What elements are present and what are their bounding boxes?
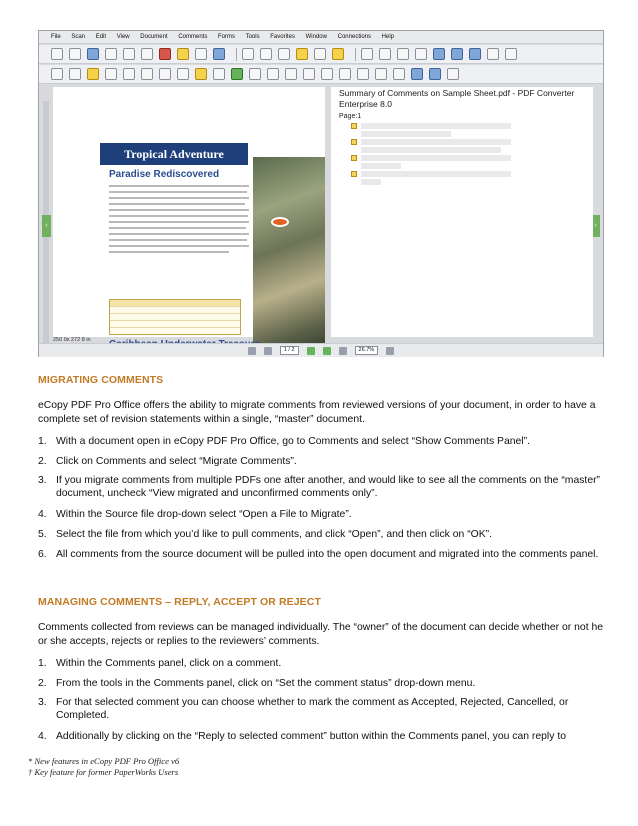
toolbar-icon[interactable]	[361, 48, 373, 60]
toolbar-icon[interactable]	[339, 68, 351, 80]
list-text: Within the Comments panel, click on a comment.	[56, 658, 282, 669]
zoom-out-icon[interactable]	[339, 347, 347, 355]
list-item	[38, 455, 604, 468]
toolbar-icon[interactable]	[213, 68, 225, 80]
rate-table	[109, 299, 241, 335]
status-bar: 250 0x 272 8 in	[53, 337, 91, 343]
list-item	[38, 730, 604, 743]
text-line	[109, 185, 249, 187]
toolbar-icon[interactable]	[433, 48, 445, 60]
comment-icon[interactable]	[351, 171, 357, 177]
migrating-intro: eCopy PDF Pro Office offers the ability to migrate comments from reviewed versions of your document, in order to have a complete set of revision statements within a single, “master” document.	[38, 400, 596, 425]
list-number: 2.	[38, 678, 47, 689]
list-text: If you migrate comments from multiple PDFs one after another, and would like to see all the comments on the “master” document, uncheck “View migrated and unconfirmed comments only”.	[56, 475, 601, 499]
list-text: Within the Source file drop-down select “Open a File to Migrate”.	[56, 509, 352, 520]
managing-intro: Comments collected from reviews can be managed individually. The “owner” of the document can decide whether or not he or she accepts, rejects or replies to the reviewers’ comments.	[38, 622, 604, 647]
comment-icon[interactable]	[351, 123, 357, 129]
text-line	[109, 245, 249, 247]
list-item	[38, 657, 604, 670]
table-row	[110, 307, 240, 314]
table-row	[110, 300, 240, 307]
toolbar-icon[interactable]	[278, 48, 290, 60]
toolbar-separator	[355, 48, 356, 61]
toolbar-icon[interactable]	[451, 48, 463, 60]
comment-summary-page	[331, 87, 593, 337]
list-number: 6.	[38, 549, 47, 560]
menu-forms[interactable]: Forms	[218, 34, 236, 40]
toolbar-icon[interactable]	[105, 68, 117, 80]
toolbar-icon[interactable]	[177, 48, 189, 60]
text-line	[109, 215, 248, 217]
application-screenshot	[38, 30, 604, 357]
list-item	[38, 696, 604, 722]
comment-entry[interactable]	[361, 123, 511, 129]
footnote: * New features in eCopy PDF Pro Office v6	[28, 756, 180, 766]
toolbar-icon[interactable]	[375, 68, 387, 80]
comment-entry[interactable]	[361, 179, 381, 185]
navigation-bar	[39, 343, 603, 357]
last-page-icon[interactable]	[323, 347, 331, 355]
print-icon[interactable]	[123, 48, 135, 60]
comments-toolbar	[39, 65, 603, 84]
menu-scan[interactable]: Scan	[71, 34, 86, 40]
text-line	[109, 233, 249, 235]
toolbar-icon[interactable]	[69, 48, 81, 60]
table-row	[110, 314, 240, 321]
toolbar-separator	[236, 48, 237, 61]
list-number: 1.	[38, 436, 47, 447]
menu-help[interactable]: Help	[381, 34, 395, 40]
comment-entry[interactable]	[361, 163, 401, 169]
list-item	[38, 508, 604, 521]
list-number: 1.	[38, 658, 47, 669]
table-row	[110, 321, 240, 328]
toolbar-icon[interactable]	[260, 48, 272, 60]
menu-edit[interactable]: Edit	[95, 34, 107, 40]
list-item	[38, 528, 604, 541]
menu-document[interactable]: Document	[140, 34, 168, 40]
toolbar-icon[interactable]	[296, 48, 308, 60]
list-number: 4.	[38, 731, 47, 742]
comment-entry[interactable]	[361, 139, 511, 145]
menu-comments[interactable]: Comments	[178, 34, 208, 40]
toolbar-icon[interactable]	[393, 68, 405, 80]
menu-connections[interactable]: Connections	[337, 34, 371, 40]
text-line	[109, 239, 247, 241]
toolbar-icon[interactable]	[51, 48, 63, 60]
toolbar-icon[interactable]	[195, 48, 207, 60]
text-line	[109, 227, 246, 229]
managing-comments-heading: MANAGING COMMENTS – REPLY, ACCEPT OR REJECT	[38, 596, 321, 608]
list-number: 5.	[38, 529, 47, 540]
toolbar-icon[interactable]	[411, 68, 423, 80]
toolbar-icon[interactable]	[105, 48, 117, 60]
page-number-field[interactable]: 1 / 2	[280, 346, 299, 355]
list-text: Select the file from which you’d like to pull comments, and click “Open”, and then click on “OK”.	[56, 529, 493, 540]
summary-title: Summary of Comments on Sample Sheet.pdf - PDF Converter Enterprise 8.0	[339, 88, 575, 109]
menu-view[interactable]: View	[116, 34, 130, 40]
menu-file[interactable]: File	[51, 34, 61, 40]
toolbar-icon[interactable]	[314, 48, 326, 60]
migrating-comments-heading: MIGRATING COMMENTS	[38, 374, 164, 386]
text-line	[109, 221, 249, 223]
toolbar-icon[interactable]	[285, 68, 297, 80]
save-icon[interactable]	[87, 48, 99, 60]
clownfish-photo	[253, 157, 325, 357]
toolbar-icon[interactable]	[123, 68, 135, 80]
footnote: † Key feature for former PaperWorks Users	[28, 767, 179, 777]
toolbar-icon[interactable]	[415, 48, 427, 60]
list-number: 2.	[38, 456, 47, 467]
list-number: 4.	[38, 509, 47, 520]
toolbar-icon[interactable]	[487, 48, 499, 60]
text-line	[109, 203, 245, 205]
right-panel-toggle[interactable]: ›	[591, 215, 600, 237]
toolbar-icon[interactable]	[303, 68, 315, 80]
next-page-icon[interactable]	[307, 347, 315, 355]
main-toolbar	[39, 45, 603, 64]
left-panel-toggle[interactable]: ‹	[42, 215, 51, 237]
menu-bar	[39, 31, 603, 44]
toolbar-icon[interactable]	[177, 68, 189, 80]
toolbar-icon[interactable]	[242, 48, 254, 60]
list-text: Additionally by clicking on the “Reply to selected comment” button within the Comments panel, you can reply to	[56, 731, 566, 742]
comment-entry[interactable]	[361, 155, 511, 161]
list-text: Click on Comments and select “Migrate Comments”.	[56, 456, 297, 467]
pdf-icon[interactable]	[159, 48, 171, 60]
document-page	[53, 87, 325, 337]
list-item	[38, 435, 604, 448]
comment-entry[interactable]	[361, 147, 501, 153]
toolbar-icon[interactable]	[379, 48, 391, 60]
list-text: For that selected comment you can choose whether to mark the comment as Accepted, Rejected, Cancelled, or Completed.	[56, 697, 569, 721]
toolbar-icon[interactable]	[213, 48, 225, 60]
toolbar-icon[interactable]	[159, 68, 171, 80]
toolbar-icon[interactable]	[505, 48, 517, 60]
text-line	[109, 251, 229, 253]
first-page-icon[interactable]	[248, 347, 256, 355]
list-text: All comments from the source document will be pulled into the open document and migrated into the comments panel.	[56, 549, 599, 560]
text-line	[109, 191, 247, 193]
page-title-banner: Tropical Adventure	[100, 143, 248, 165]
hand-icon[interactable]	[87, 68, 99, 80]
menu-window[interactable]: Window	[305, 34, 327, 40]
toolbar-icon[interactable]	[397, 48, 409, 60]
text-line	[109, 197, 249, 199]
toolbar-icon[interactable]	[321, 68, 333, 80]
toolbar-icon[interactable]	[267, 68, 279, 80]
list-number: 3.	[38, 697, 47, 708]
list-item	[38, 677, 604, 690]
menu-tools[interactable]: Tools	[245, 34, 260, 40]
toolbar-icon[interactable]	[357, 68, 369, 80]
toolbar-icon[interactable]	[231, 68, 243, 80]
toolbar-icon[interactable]	[51, 68, 63, 80]
zoom-in-icon[interactable]	[386, 347, 394, 355]
comment-icon[interactable]	[351, 139, 357, 145]
comment-entry[interactable]	[361, 131, 451, 137]
list-text: From the tools in the Comments panel, click on “Set the comment status” drop-down menu.	[56, 678, 476, 689]
toolbar-icon[interactable]	[141, 68, 153, 80]
list-number: 3.	[38, 475, 47, 486]
toolbar-icon[interactable]	[429, 68, 441, 80]
comment-icon[interactable]	[351, 155, 357, 161]
note-icon[interactable]	[195, 68, 207, 80]
list-text: With a document open in eCopy PDF Pro Office, go to Comments and select “Show Comments Panel”.	[56, 436, 530, 447]
menu-favorites[interactable]: Favorites	[270, 34, 295, 40]
page-subtitle: Paradise Rediscovered	[109, 169, 220, 180]
comment-entry[interactable]	[361, 171, 511, 177]
text-line	[109, 209, 249, 211]
toolbar-icon[interactable]	[141, 48, 153, 60]
zoom-field[interactable]: 26.7%	[355, 346, 379, 355]
toolbar-icon[interactable]	[469, 48, 481, 60]
text-tool-icon[interactable]	[249, 68, 261, 80]
list-item	[38, 548, 604, 561]
list-item	[38, 474, 604, 500]
toolbar-icon[interactable]	[447, 68, 459, 80]
summary-page-label: Page:1	[339, 113, 362, 120]
toolbar-icon[interactable]	[69, 68, 81, 80]
star-icon[interactable]	[332, 48, 344, 60]
clownfish	[271, 217, 289, 227]
previous-page-icon[interactable]	[264, 347, 272, 355]
